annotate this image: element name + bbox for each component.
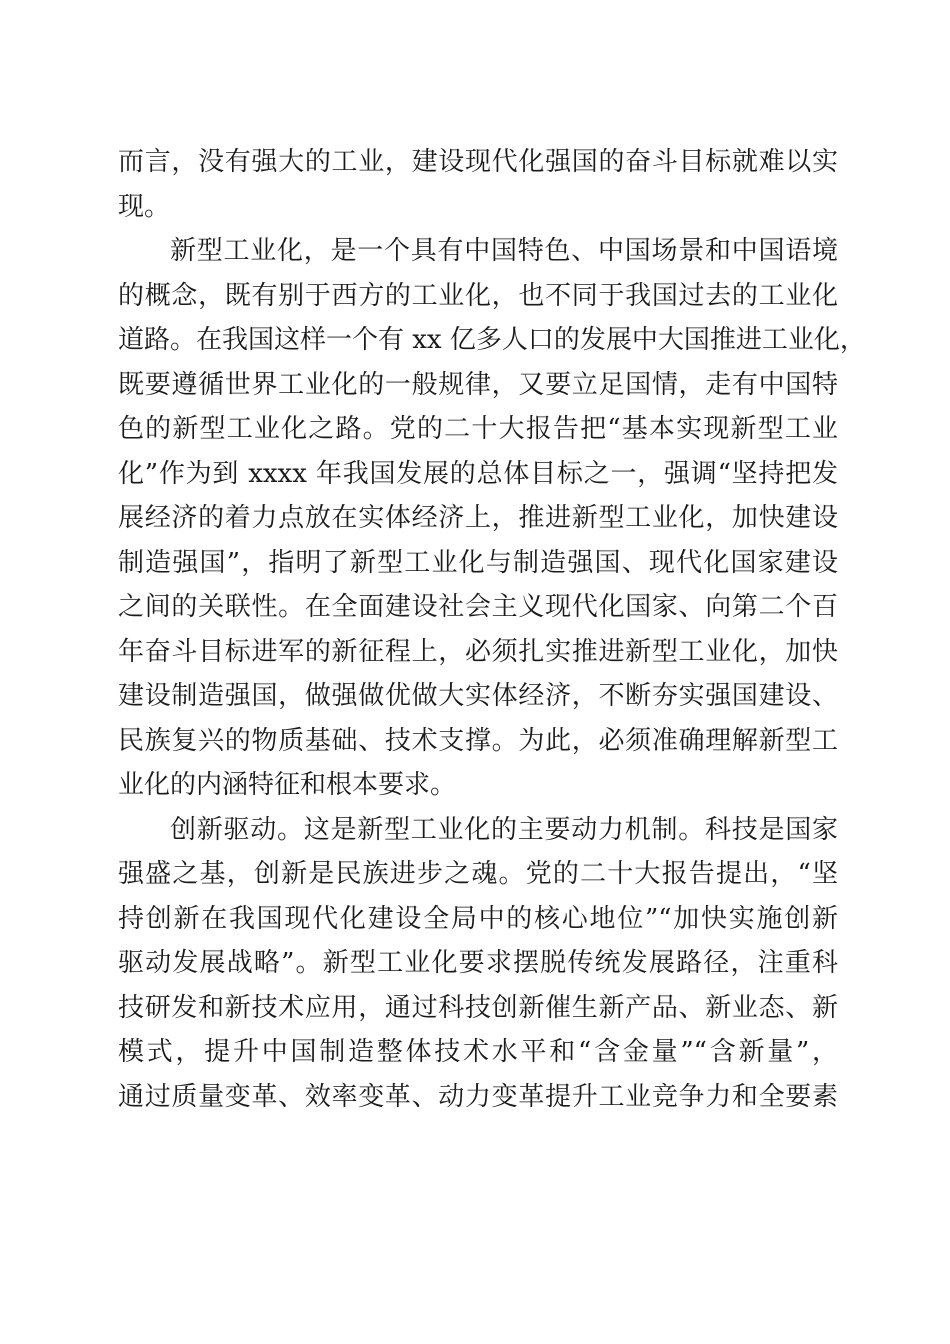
text-line: 展经济的着力点放在实体经济上，推进新型工业化，加快建设 <box>118 503 838 533</box>
text-line: 之间的关联性。在全面建设社会主义现代化国家、向第二个百 <box>118 592 838 622</box>
text-line: 通过质量变革、效率变革、动力变革提升工业竞争力和全要素 <box>118 1081 838 1112</box>
text-line: 业化的内涵特征和根本要求。 <box>118 770 457 800</box>
text-line: 新型工业化，是一个具有中国特色、中国场景和中国语境 <box>170 236 838 266</box>
text-line: 模式，提升中国制造整体技术水平和“含金量”“含新量”， <box>118 1037 838 1067</box>
text-line: 年奋斗目标进军的新征程上，必须扎实推进新型工业化，加快 <box>118 636 838 667</box>
text-line: 强盛之基，创新是民族进步之魂。党的二十大报告提出，“坚 <box>118 859 838 889</box>
text-line: 建设制造强国，做强做优做大实体经济，不断夯实强国建设、 <box>118 681 838 711</box>
text-line: 道路。在我国这样一个有 xx 亿多人口的发展中大国推进工业化， <box>118 325 866 355</box>
paragraph-3 <box>118 808 838 1120</box>
text-line: 持创新在我国现代化建设全局中的核心地位”“加快实施创新 <box>118 903 838 934</box>
text-line: 的概念，既有别于西方的工业化，也不同于我国过去的工业化 <box>118 280 838 311</box>
text-line: 民族复兴的物质基础、技术支撑。为此，必须准确理解新型工 <box>118 725 838 756</box>
text-line: 技研发和新技术应用，通过科技创新催生新产品、新业态、新 <box>118 992 838 1023</box>
paragraph-2 <box>118 229 866 808</box>
text-line: 既要遵循世界工业化的一般规律，又要立足国情，走有中国特 <box>118 369 838 400</box>
body-text <box>118 140 866 1119</box>
paragraph-1 <box>118 140 838 229</box>
text-line: 创新驱动。这是新型工业化的主要动力机制。科技是国家 <box>170 814 838 845</box>
text-line: 而言，没有强大的工业，建设现代化强国的奋斗目标就难以实 <box>118 147 838 177</box>
text-line: 色的新型工业化之路。党的二十大报告把“基本实现新型工业 <box>118 414 838 444</box>
text-line: 制造强国”，指明了新型工业化与制造强国、现代化国家建设 <box>118 547 838 578</box>
text-line: 驱动发展战略”。新型工业化要求摆脱传统发展路径，注重科 <box>118 948 838 978</box>
text-line: 化”作为到 xxxx 年我国发展的总体目标之一，强调“坚持把发 <box>118 458 838 489</box>
text-line: 现。 <box>118 191 171 222</box>
